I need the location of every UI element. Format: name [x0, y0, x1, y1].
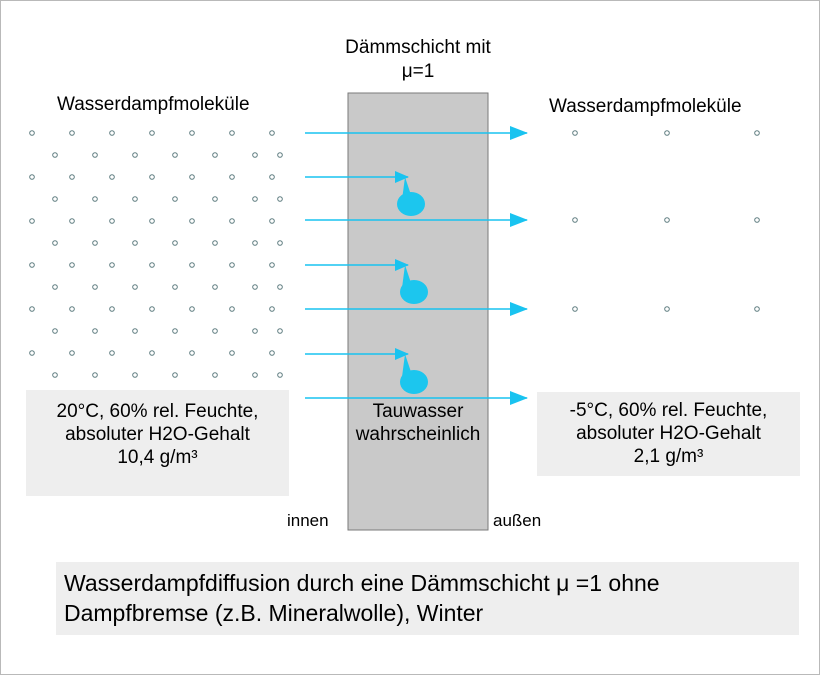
outside-conditions-line: absoluter H2O-Gehalt [576, 423, 761, 444]
molecule-dot [755, 131, 760, 136]
molecule-dot [213, 153, 218, 158]
molecule-dot [150, 219, 155, 224]
molecule-dot [173, 329, 178, 334]
molecule-dot [230, 263, 235, 268]
molecule-dot [665, 218, 670, 223]
molecule-dot [53, 285, 58, 290]
molecule-dot [30, 263, 35, 268]
molecule-dot [173, 153, 178, 158]
molecule-dot [133, 153, 138, 158]
molecule-dot [53, 197, 58, 202]
molecule-dot [755, 218, 760, 223]
molecule-dot [70, 131, 75, 136]
molecule-dot [110, 131, 115, 136]
molecule-dot [213, 197, 218, 202]
right-heading: Wasserdampfmoleküle [549, 96, 742, 117]
molecule-dot [70, 351, 75, 356]
molecules-left [30, 131, 283, 378]
molecule-dot [278, 197, 283, 202]
molecule-dot [133, 329, 138, 334]
molecule-dot [270, 307, 275, 312]
inside-conditions-line: 10,4 g/m³ [117, 447, 198, 468]
molecule-dot [190, 351, 195, 356]
molecule-dot [230, 307, 235, 312]
condensation-label-line: Tauwasser [372, 401, 464, 422]
molecule-dot [53, 373, 58, 378]
molecule-dot [278, 329, 283, 334]
molecule-dot [133, 373, 138, 378]
inside-conditions-line: absoluter H2O-Gehalt [65, 424, 250, 445]
molecule-dot [253, 285, 258, 290]
molecule-dot [253, 153, 258, 158]
molecule-dot [278, 285, 283, 290]
molecule-dot [230, 175, 235, 180]
molecule-dot [755, 307, 760, 312]
molecule-dot [93, 241, 98, 246]
caption-line: Wasserdampfdiffusion durch eine Dämmschicht μ =1 ohne [64, 570, 660, 596]
molecule-dot [230, 219, 235, 224]
outside-conditions-box [537, 392, 800, 476]
molecule-dot [230, 351, 235, 356]
molecule-dot [253, 329, 258, 334]
molecule-dot [133, 285, 138, 290]
molecule-dot [173, 373, 178, 378]
caption-box [56, 562, 799, 635]
molecule-dot [133, 241, 138, 246]
molecule-dot [190, 131, 195, 136]
molecule-dot [110, 175, 115, 180]
molecule-dot [190, 219, 195, 224]
outside-label: außen [493, 511, 542, 530]
molecule-dot [150, 175, 155, 180]
molecules-right [573, 131, 760, 312]
molecule-dot [133, 197, 138, 202]
molecule-dot [270, 131, 275, 136]
molecule-dot [30, 351, 35, 356]
molecule-dot [110, 351, 115, 356]
molecule-dot [173, 285, 178, 290]
left-heading: Wasserdampfmoleküle [57, 94, 250, 115]
molecule-dot [150, 263, 155, 268]
molecule-dot [573, 218, 578, 223]
molecule-dot [70, 219, 75, 224]
molecule-dot [270, 263, 275, 268]
caption-line: Dampfbremse (z.B. Mineralwolle), Winter [64, 600, 484, 626]
molecule-dot [230, 131, 235, 136]
molecule-dot [190, 307, 195, 312]
inside-label: innen [287, 511, 329, 530]
molecule-dot [213, 285, 218, 290]
molecule-dot [573, 131, 578, 136]
molecule-dot [665, 307, 670, 312]
molecule-dot [53, 241, 58, 246]
molecule-dot [93, 197, 98, 202]
molecule-dot [150, 351, 155, 356]
molecule-dot [253, 197, 258, 202]
molecule-dot [253, 241, 258, 246]
molecule-dot [30, 175, 35, 180]
molecule-dot [70, 263, 75, 268]
molecule-dot [665, 131, 670, 136]
molecule-dot [150, 307, 155, 312]
molecule-dot [213, 373, 218, 378]
molecule-dot [190, 263, 195, 268]
inside-conditions-line: 20°C, 60% rel. Feuchte, [56, 401, 259, 422]
molecule-dot [53, 153, 58, 158]
molecule-dot [190, 175, 195, 180]
layer-title [318, 36, 518, 84]
molecule-dot [110, 263, 115, 268]
inside-conditions-box [26, 390, 289, 496]
molecule-dot [213, 329, 218, 334]
molecule-dot [213, 241, 218, 246]
layer-title-line: μ=1 [401, 61, 435, 82]
molecule-dot [110, 307, 115, 312]
molecule-dot [53, 329, 58, 334]
molecule-dot [30, 307, 35, 312]
molecule-dot [93, 373, 98, 378]
layer-title-line: Dämmschicht mit [345, 37, 491, 58]
insulation-layer [348, 93, 488, 530]
molecule-dot [253, 373, 258, 378]
molecule-dot [93, 285, 98, 290]
molecule-dot [173, 241, 178, 246]
molecule-dot [270, 175, 275, 180]
molecule-dot [270, 219, 275, 224]
molecule-dot [70, 307, 75, 312]
molecule-dot [278, 373, 283, 378]
molecule-dot [573, 307, 578, 312]
molecule-dot [278, 153, 283, 158]
molecule-dot [93, 153, 98, 158]
molecule-dot [70, 175, 75, 180]
condensation-label-line: wahrscheinlich [355, 424, 481, 445]
outside-conditions-line: -5°C, 60% rel. Feuchte, [569, 400, 768, 421]
outside-conditions-line: 2,1 g/m³ [633, 446, 704, 467]
molecule-dot [30, 131, 35, 136]
molecule-dot [270, 351, 275, 356]
molecule-dot [278, 241, 283, 246]
molecule-dot [150, 131, 155, 136]
molecule-dot [173, 197, 178, 202]
molecule-dot [110, 219, 115, 224]
molecule-dot [93, 329, 98, 334]
condensation-label [338, 400, 498, 446]
molecule-dot [30, 219, 35, 224]
